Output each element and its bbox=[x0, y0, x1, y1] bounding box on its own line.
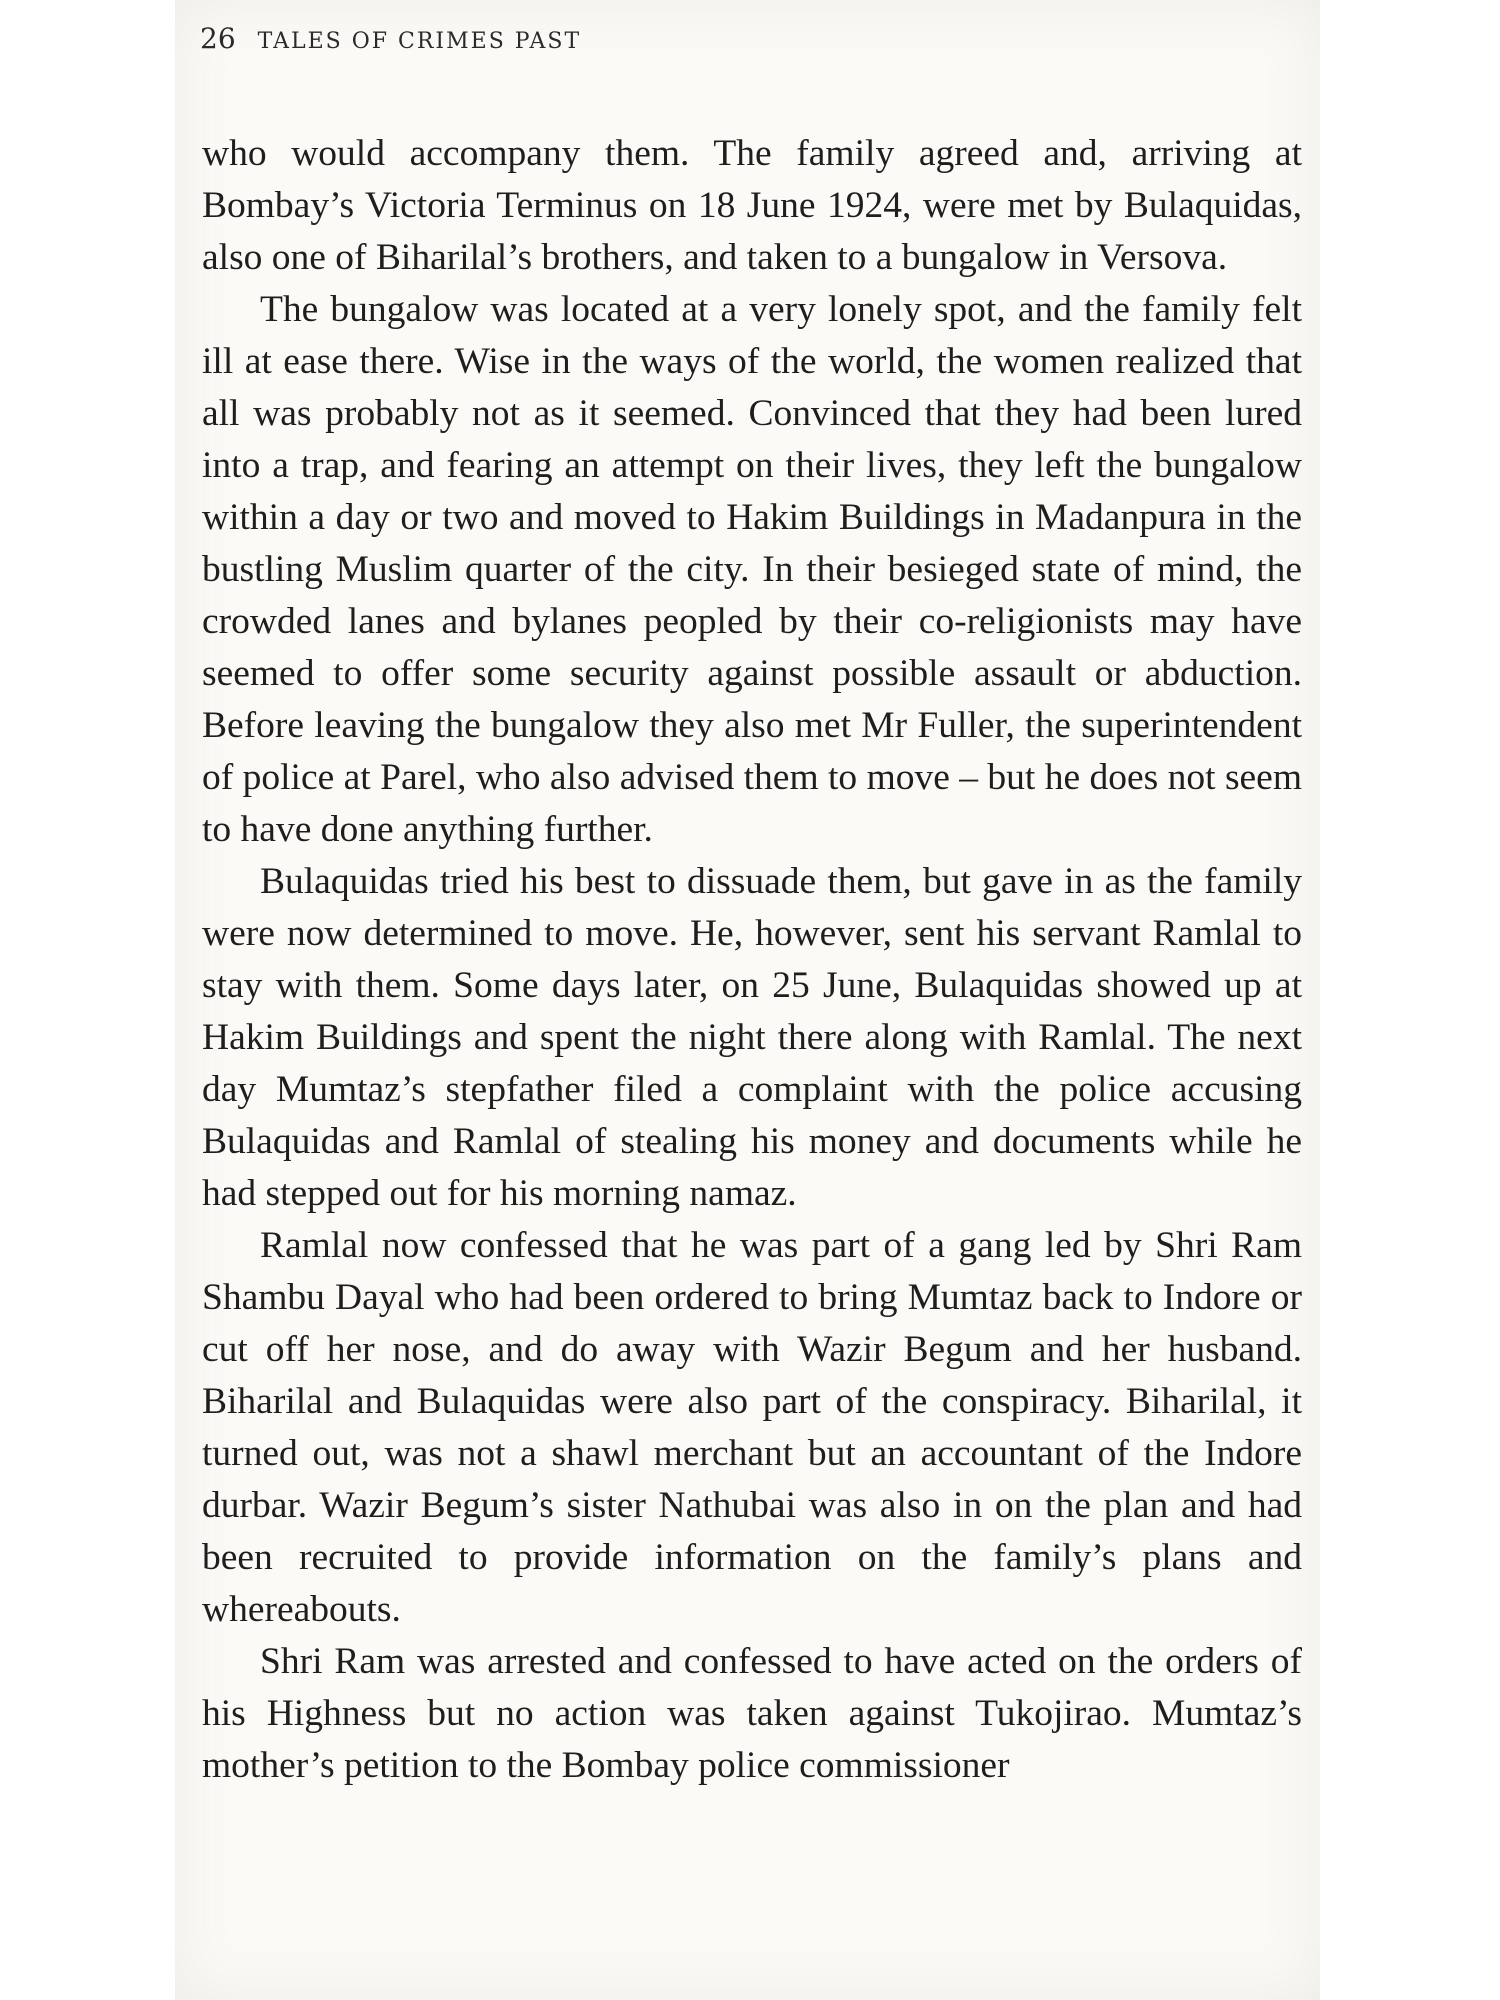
paragraph-4: Ramlal now confessed that he was part of a gang led by Shri Ram Shambu Dayal who had been ordered to bring Mumtaz back to Indore or cut off her nose, and do away with Wazir Begum and her husband. Biharilal and Bulaquidas were also part of the conspiracy. Biharilal, it turned out, was not a shawl merchant but an accountant of the Indore durbar. Wazir Begum’s sister Nathubai was also in on the plan and had been recruited to provide information on the family’s plans and whereabouts. bbox=[202, 1225, 1302, 1630]
paragraph-3: Bulaquidas tried his best to dissuade them, but gave in as the family were now determined to move. He, however, sent his servant Ramlal to stay with them. Some days later, on 25 June, Bulaquidas showed up at Hakim Buildings and spent the night there along with Ramlal. The next day Mumtaz’s stepfather filed a complaint with the police accusing Bulaquidas and Ramlal of stealing his money and documents while he had stepped out for his morning namaz. bbox=[202, 861, 1302, 1214]
page-number: 26 bbox=[200, 22, 236, 55]
running-title: TALES OF CRIMES PAST bbox=[257, 29, 582, 54]
running-header bbox=[200, 22, 581, 55]
body-text bbox=[202, 128, 1302, 1792]
paragraph-5: Shri Ram was arrested and confessed to have acted on the orders of his Highness but no action was taken against Tukojirao. Mumtaz’s mother’s petition to the Bombay police commissioner bbox=[202, 1641, 1302, 1786]
paragraph-1: who would accompany them. The family agreed and, arriving at Bombay’s Victoria Terminus on 18 June 1924, were met by Bulaquidas, also one of Biharilal’s brothers, and taken to a bungalow in Versova. bbox=[202, 133, 1302, 278]
paragraph-2: The bungalow was located at a very lonely spot, and the family felt ill at ease there. Wise in the ways of the world, the women realized that all was probably not as it seemed. Convinced that they had been lured into a trap, and fearing an attempt on their lives, they left the bungalow within a day or two and moved to Hakim Buildings in Madanpura in the bustling Muslim quarter of the city. In their besieged state of mind, the crowded lanes and bylanes peopled by their co-religionists may have seemed to offer some security against possible assault or abduction. Before leaving the bungalow they also met Mr Fuller, the superintendent of police at Parel, who also advised them to move – but he does not seem to have done anything further. bbox=[202, 289, 1302, 850]
